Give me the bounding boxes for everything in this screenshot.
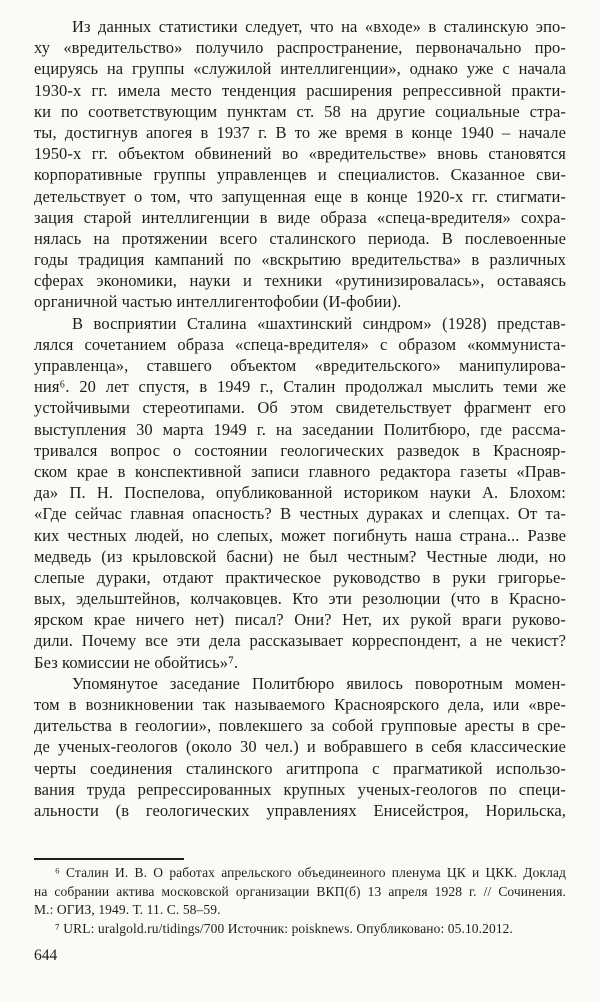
text-line: ки по соответствующим пунктам ст. 58 на другие социальные стра- — [34, 101, 566, 121]
text-line: ярском крае ничего нет) писал? Они? Нет, их рукой враги руково- — [34, 610, 566, 630]
paragraph — [34, 16, 566, 313]
page-number: 644 — [34, 947, 58, 964]
text-line: Без комиссии не обойтись»⁷. — [34, 652, 239, 672]
text-line: Упомянутое заседание Политбюро явилось поворотным момен- — [72, 673, 566, 693]
text-line: ких честных людей, но слепых, может погибнуть наша страна... Разве — [34, 525, 566, 545]
text-line: ⁶ Сталин И. В. О работах апрельского объединеиного пленума ЦК и ЦКК. Доклад — [55, 865, 566, 880]
text-line: В восприятии Сталина «шахтинский синдром» (1928) представ- — [72, 313, 566, 333]
text-line: органичной частью интеллигентофобии (И-фобии). — [34, 292, 402, 312]
text-line: выступления 30 марта 1949 г. на заседании Политбюро, где рассма- — [34, 419, 566, 439]
text-line: медведь (из крыловской басни) не был честным? Честные люди, но — [34, 546, 566, 566]
text-line: М.: ОГИЗ, 1949. Т. 11. С. 58–59. — [34, 902, 221, 918]
text-line: том в возникновении так называемого Красноярского дела, или «вре- — [34, 695, 566, 714]
text-line: ецируясь на группы «служилой интеллигенции», однако уже с начала — [34, 59, 566, 79]
text-line: ты, достигнув апогея в 1937 г. В то же время в конце 1940 – начале — [34, 122, 566, 142]
paragraph — [34, 673, 566, 821]
text-line: 1950-х гг. объектом обвинений во «вредительстве» вновь становятся — [34, 144, 566, 164]
text-line: вых, эдельштейнов, колчаковцев. Кто эти резолюции (что в Красно- — [34, 589, 566, 609]
text-line: лялся сочетанием образа «спеца-вредителя» с образом «коммуниста- — [34, 334, 566, 354]
text-line: де ученых-геологов (около 30 чел.) и вобравшего в себя классические — [34, 737, 566, 757]
text-line: вания труда репрессированных крупных ученых-геологов по специ- — [34, 779, 566, 799]
footnote — [34, 920, 566, 939]
text-line: черты соединения сталинского агитпропа с прагматикой использо- — [34, 758, 566, 778]
text-line: слепые дураки, отдают практическое руководство в руки григорье- — [34, 567, 566, 587]
text-line: «Где сейчас главная опасность? В честных дураках и слепцах. От та- — [34, 504, 566, 524]
footnote-separator — [34, 858, 184, 860]
text-line: корпоративные группы управленцев и специалистов. Сказанное сви- — [34, 165, 566, 185]
text-line: ху «вредительство» получило распространение, первоначально про- — [34, 38, 566, 58]
body-text — [34, 16, 566, 821]
text-line: да» П. Н. Поспелова, опубликованной историком науки А. Блохом: — [34, 483, 566, 503]
text-line: 1930-х гг. имела место тенденция расширения репрессивной практи- — [34, 80, 566, 100]
text-line: годы традиция кампаний по «вскрытию вредительства» в различных — [34, 250, 566, 270]
text-line: управленца», ставшего объектом «вредительского» манипулирова- — [34, 356, 566, 375]
text-line: сферах экономики, науки и техники «рутинизировалась», оставаясь — [34, 271, 566, 291]
footnotes — [34, 864, 566, 939]
paragraph — [34, 313, 566, 673]
text-line: на собрании актива московской организации ВКП(б) 13 апреля 1928 г. // Сочинения. — [34, 883, 566, 899]
text-line: ⁷ URL: uralgold.ru/tidings/700 Источник: poisknews. Опубликовано: 05.10.2012. — [55, 921, 514, 937]
text-line: ском крае в конспективной записи главного редактора газеты «Прав- — [34, 461, 566, 481]
text-line: детельствует о том, что запущенная еще в конце 1920-х гг. стигмати- — [34, 186, 566, 206]
text-line: зация старой интеллигенции в виде образа «спеца-вредителя» сохра- — [34, 207, 566, 227]
text-line: альности (в геологических управлениях Енисейстроя, Норильска, — [34, 800, 566, 820]
text-line: устойчивыми стереотипами. Об этом свидетельствует фрагмент его — [34, 398, 566, 418]
text-line: ния⁶. 20 лет спустя, в 1949 г., Сталин продолжал мыслить теми же — [34, 377, 566, 397]
text-line: Из данных статистики следует, что на «входе» в сталинскую эпо- — [72, 17, 566, 36]
text-line: нялась на протяжении всего сталинского периода. В послевоенные — [34, 228, 566, 248]
footnote — [34, 864, 566, 920]
text-line: дительства в геологии», повлекшего за собой групповые аресты в сре- — [34, 716, 566, 736]
text-line: тривался вопрос о состоянии геологических разведок в Краснояр- — [34, 440, 566, 460]
text-line: дили. Почему все эти дела рассказывает корреспондент, а не чекист? — [34, 631, 566, 651]
